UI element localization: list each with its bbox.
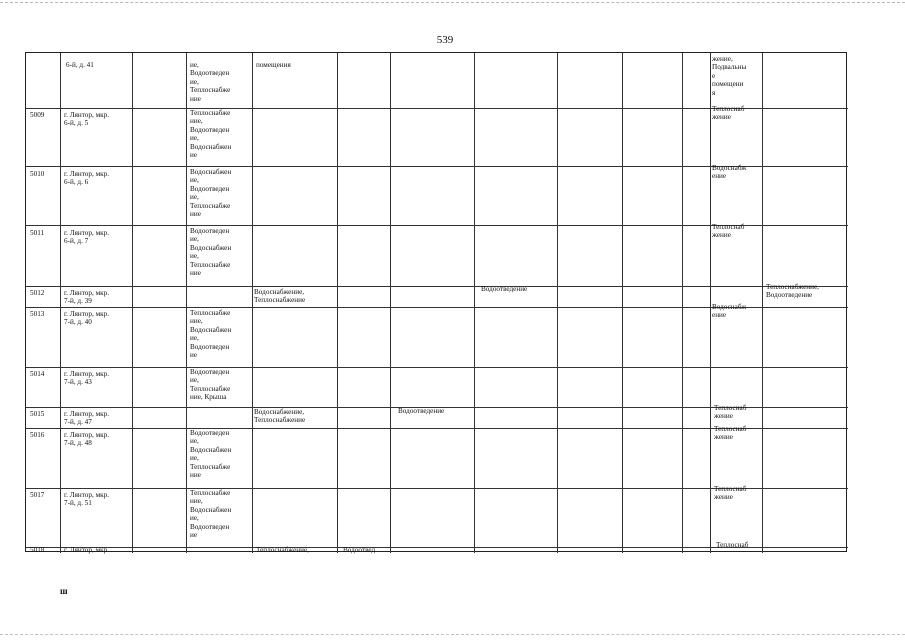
works-cell: Теплоснабже ние, Водоснабжен ие, Водоотведен ие bbox=[190, 309, 232, 360]
address-cell: г. Лянтор, мкр. 6-й, д. 7 bbox=[64, 229, 110, 246]
address-cell: г. Лянтор, мкр. 7-й, д. 40 bbox=[64, 310, 110, 327]
row-divider bbox=[26, 286, 848, 287]
column-divider bbox=[710, 53, 711, 553]
works-cell: Водоснабжение, Теплоснабжение bbox=[254, 288, 306, 305]
works-cell: Теплоснабжение, Водоотведение bbox=[766, 283, 819, 300]
column-divider bbox=[252, 53, 253, 553]
address-cell: г. Лянтор, мкр. 7-й, д. 39 bbox=[64, 289, 110, 306]
scan-top-edge bbox=[0, 2, 905, 3]
row-number: 5012 bbox=[30, 289, 45, 297]
works-cell: помещения bbox=[256, 61, 291, 69]
column-divider bbox=[622, 53, 623, 553]
works-cell: Водоотведен ие, Водоснабжен ие, Теплоснабже ние bbox=[190, 429, 232, 480]
works-cell: Водоснабжен ие, Водоотведен ие, Теплоснабже ние bbox=[190, 168, 232, 219]
column-divider bbox=[682, 53, 683, 553]
works-cell: Теплоснаб жение bbox=[714, 404, 747, 421]
column-divider bbox=[60, 53, 61, 553]
address-cell: г. Лянтор, мкр. 6-й, д. 6 bbox=[64, 170, 110, 187]
address-cell: г. Лянтор, мкр. 7-й, д. 47 bbox=[64, 410, 110, 427]
works-cell: Теплоснаб bbox=[716, 541, 749, 549]
row-number: 5010 bbox=[30, 170, 45, 178]
works-cell: Теплоснабже ние, Водоснабжен ие, Водоотведен ие bbox=[190, 489, 232, 540]
works-cell: Теплоснаб жение bbox=[714, 485, 747, 502]
works-cell: Водоотведение bbox=[481, 285, 528, 293]
address-cell: г. Лянтор, мкр. 6-й, д. 5 bbox=[64, 111, 110, 128]
works-cell: Водоснабж ение bbox=[712, 164, 747, 181]
page-number: 539 bbox=[436, 34, 454, 46]
column-divider bbox=[557, 53, 558, 553]
works-cell: Теплоснаб жение bbox=[712, 105, 745, 122]
address-cell: г. Лянтор, мкр. 7-й, д. 43 bbox=[64, 370, 110, 387]
row-number: 5016 bbox=[30, 431, 45, 439]
works-cell: Водоотведение bbox=[398, 407, 445, 415]
column-divider bbox=[390, 53, 391, 553]
row-number: 5013 bbox=[30, 310, 45, 318]
works-cell: Теплоснаб жение bbox=[714, 425, 747, 442]
column-divider bbox=[762, 53, 763, 553]
works-cell: Водоотведен ие, Теплоснабже ние, Крыша bbox=[190, 368, 231, 402]
row-number: 5018 bbox=[30, 546, 45, 554]
data-table bbox=[25, 52, 847, 552]
row-number: 5009 bbox=[30, 111, 45, 119]
address-cell: 6-й, д. 41 bbox=[66, 61, 94, 69]
works-cell: ие, Водоотведен ие, Теплоснабже ние bbox=[190, 61, 231, 103]
scan-bottom-edge bbox=[0, 634, 905, 635]
column-divider bbox=[474, 53, 475, 553]
works-cell: Водоотвед bbox=[343, 546, 376, 554]
address-cell: г. Лянтор, мкр. 7-й, д. 48 bbox=[64, 431, 110, 448]
column-divider bbox=[132, 53, 133, 553]
column-divider bbox=[337, 53, 338, 553]
address-cell: г. Лянтор, мкр. 7-й, д. 51 bbox=[64, 491, 110, 508]
works-cell: Водоснабжение, Теплоснабжение bbox=[254, 408, 306, 425]
row-divider bbox=[26, 367, 848, 368]
works-cell: Водоснабж ение bbox=[712, 303, 747, 320]
works-cell: Водоотведен ие, Водоснабжен ие, Теплоснабже ние bbox=[190, 227, 232, 278]
works-cell: жение, Подвальны е помещени я bbox=[712, 55, 747, 97]
row-number: 5017 bbox=[30, 491, 45, 499]
works-cell: Теплоснабже ние, Водоотведен ие, Водоснабжен ие bbox=[190, 109, 232, 160]
address-cell: г. Лянтор, мкр. bbox=[64, 546, 110, 554]
row-number: 5011 bbox=[30, 229, 45, 237]
column-divider bbox=[186, 53, 187, 553]
works-cell: Теплоснабжение, bbox=[256, 546, 309, 554]
works-cell: Теплоснаб жение bbox=[712, 223, 745, 240]
row-number: 5015 bbox=[30, 410, 45, 418]
page-mark: ш bbox=[60, 586, 68, 596]
row-number: 5014 bbox=[30, 370, 45, 378]
